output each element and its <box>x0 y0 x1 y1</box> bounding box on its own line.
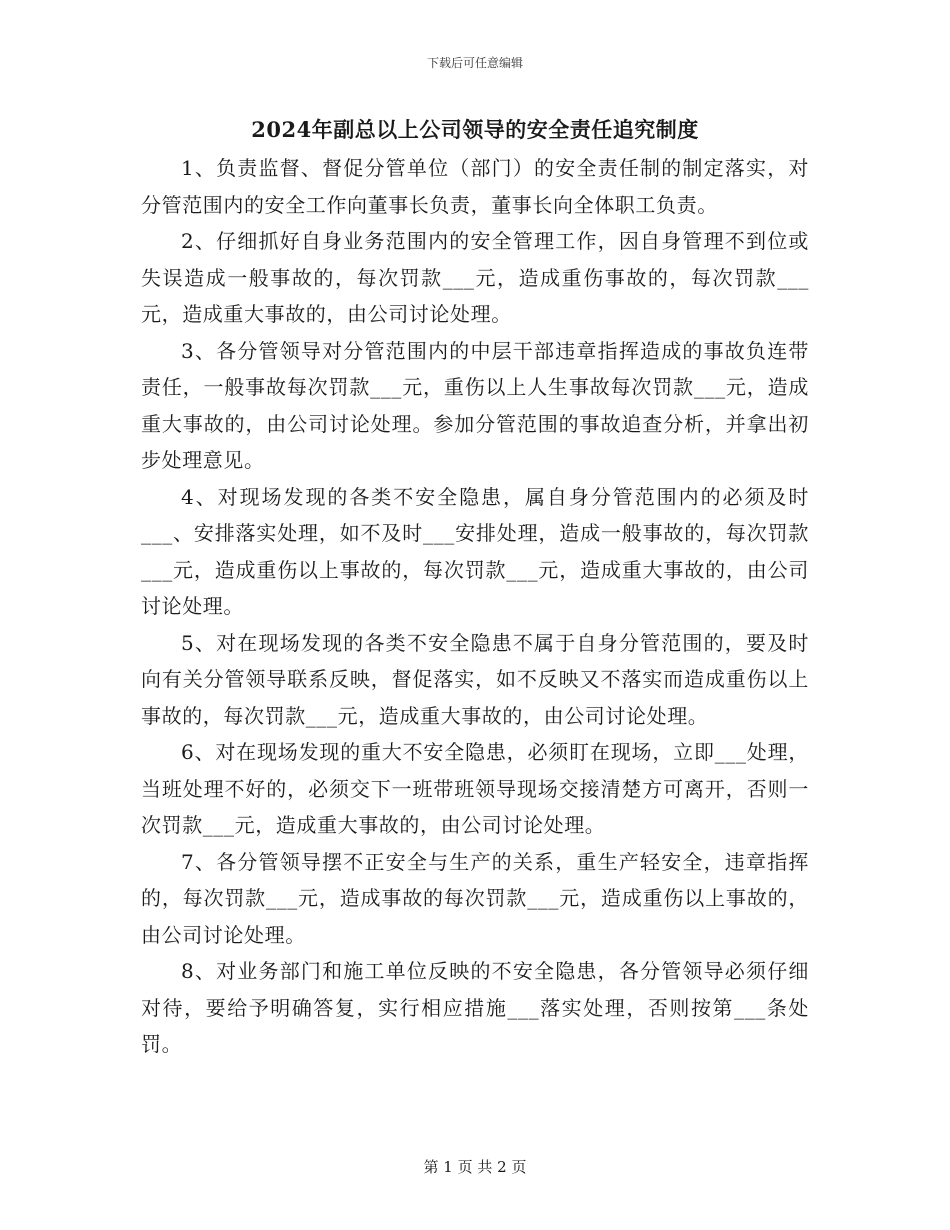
paragraph-4: 4、对现场发现的各类不安全隐患，属自身分管范围内的必须及时___、安排落实处理，如不及时___安排处理，造成一般事故的，每次罚款___元，造成重伤以上事故的，每次罚款___元，造成重大事故的，由公司讨论处理。 <box>141 484 809 618</box>
paragraph-3: 3、各分管领导对分管范围内的中层干部违章指挥造成的事故负连带责任，一般事故每次罚款___元，重伤以上人生事故每次罚款___元，造成重大事故的，由公司讨论处理。参加分管范围的事故追查分析，并拿出初步处理意见。 <box>141 338 809 472</box>
document-title: 2024年副总以上公司领导的安全责任追究制度 <box>251 117 699 142</box>
header-note: 下载后可任意编辑 <box>426 56 523 70</box>
paragraph-1: 1、负责监督、督促分管单位（部门）的安全责任制的制定落实，对分管范围内的安全工作向董事长负责，董事长向全体职工负责。 <box>141 156 809 217</box>
page-number: 第 1 页 共 2 页 <box>423 1158 527 1176</box>
paragraph-8: 8、对业务部门和施工单位反映的不安全隐患，各分管领导必须仔细对待，要给予明确答复，实行相应措施___落实处理，否则按第___条处罚。 <box>141 959 809 1056</box>
paragraph-7: 7、各分管领导摆不正安全与生产的关系，重生产轻安全，违章指挥的，每次罚款___元，造成事故的每次罚款___元，造成重伤以上事故的，由公司讨论处理。 <box>141 849 809 947</box>
paragraph-6: 6、对在现场发现的重大不安全隐患，必须盯在现场，立即___处理，当班处理不好的，必须交下一班带班领导现场交接清楚方可离开，否则一次罚款___元，造成重大事故的，由公司讨论处理。 <box>141 740 809 837</box>
document-body <box>141 150 809 1063</box>
paragraph-5: 5、对在现场发现的各类不安全隐患不属于自身分管范围的，要及时向有关分管领导联系反映，督促落实，如不反映又不落实而造成重伤以上事故的，每次罚款___元，造成重大事故的，由公司讨论处理。 <box>141 630 809 728</box>
paragraph-2: 2、仔细抓好自身业务范围内的安全管理工作，因自身管理不到位或失误造成一般事故的，每次罚款___元，造成重伤事故的，每次罚款___元，造成重大事故的，由公司讨论处理。 <box>141 229 809 326</box>
